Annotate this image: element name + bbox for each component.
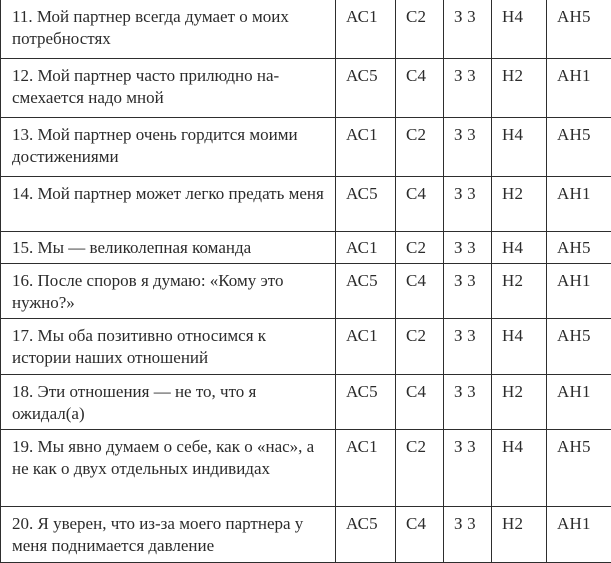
option-neutral: З 3 xyxy=(444,59,492,118)
option-absolutely-disagree: АН1 xyxy=(547,375,611,430)
option-neutral: З 3 xyxy=(444,507,492,563)
option-absolutely-agree: АС1 xyxy=(336,0,396,59)
option-agree: С4 xyxy=(396,375,444,430)
option-neutral: З 3 xyxy=(444,0,492,59)
statement-cell: 19. Мы явно думаем о себе, как о «нас», а не как о двух отдельных индивидах xyxy=(1,430,336,507)
option-absolutely-disagree: АН1 xyxy=(547,59,611,118)
option-agree: С4 xyxy=(396,264,444,319)
statement-cell: 12. Мой партнер часто прилюдно насмехается надо мной xyxy=(1,59,336,118)
option-disagree: Н2 xyxy=(492,177,547,232)
table-row xyxy=(1,507,611,563)
statement-cell: 20. Я уверен, что из-за моего партнера у меня поднимается давление xyxy=(1,507,336,563)
option-absolutely-disagree: АН5 xyxy=(547,232,611,264)
option-disagree: Н4 xyxy=(492,430,547,507)
option-absolutely-agree: АС5 xyxy=(336,59,396,118)
statement-cell: 11. Мой партнер всегда думает о моих потребностях xyxy=(1,0,336,59)
option-agree: С4 xyxy=(396,177,444,232)
option-neutral: З 3 xyxy=(444,118,492,177)
table-row xyxy=(1,319,611,375)
option-agree: С4 xyxy=(396,507,444,563)
option-absolutely-disagree: АН5 xyxy=(547,319,611,375)
option-absolutely-disagree: АН5 xyxy=(547,0,611,59)
option-agree: С2 xyxy=(396,0,444,59)
table-row xyxy=(1,375,611,430)
option-neutral: З 3 xyxy=(444,375,492,430)
option-absolutely-disagree: АН1 xyxy=(547,177,611,232)
option-disagree: Н2 xyxy=(492,59,547,118)
statement-cell: 18. Эти отношения — не то, что я ожидал(а) xyxy=(1,375,336,430)
option-disagree: Н2 xyxy=(492,507,547,563)
option-agree: С2 xyxy=(396,118,444,177)
option-neutral: З 3 xyxy=(444,430,492,507)
option-absolutely-agree: АС5 xyxy=(336,177,396,232)
statement-cell: 13. Мой партнер очень гордится моими достижениями xyxy=(1,118,336,177)
table-row xyxy=(1,232,611,264)
option-absolutely-agree: АС5 xyxy=(336,375,396,430)
table-row xyxy=(1,264,611,319)
option-absolutely-agree: АС5 xyxy=(336,507,396,563)
option-absolutely-agree: АС1 xyxy=(336,319,396,375)
option-disagree: Н2 xyxy=(492,375,547,430)
table-row xyxy=(1,177,611,232)
option-agree: С2 xyxy=(396,232,444,264)
option-absolutely-agree: АС1 xyxy=(336,118,396,177)
statement-cell: 14. Мой партнер может легко предать меня xyxy=(1,177,336,232)
option-absolutely-agree: АС1 xyxy=(336,430,396,507)
table-row xyxy=(1,0,611,59)
option-neutral: З 3 xyxy=(444,319,492,375)
option-absolutely-disagree: АН5 xyxy=(547,430,611,507)
option-agree: С2 xyxy=(396,430,444,507)
statement-cell: 15. Мы — великолепная команда xyxy=(1,232,336,264)
option-disagree: Н4 xyxy=(492,0,547,59)
option-agree: С2 xyxy=(396,319,444,375)
option-disagree: Н2 xyxy=(492,264,547,319)
statement-cell: 16. После споров я думаю: «Кому это нужно?» xyxy=(1,264,336,319)
statement-cell: 17. Мы оба позитивно относимся к истории наших отношений xyxy=(1,319,336,375)
option-agree: С4 xyxy=(396,59,444,118)
table-row xyxy=(1,118,611,177)
option-absolutely-disagree: АН1 xyxy=(547,507,611,563)
option-disagree: Н4 xyxy=(492,118,547,177)
option-absolutely-disagree: АН5 xyxy=(547,118,611,177)
option-absolutely-agree: АС1 xyxy=(336,232,396,264)
option-neutral: З 3 xyxy=(444,232,492,264)
table-row xyxy=(1,430,611,507)
option-neutral: З 3 xyxy=(444,264,492,319)
option-neutral: З 3 xyxy=(444,177,492,232)
option-disagree: Н4 xyxy=(492,232,547,264)
option-absolutely-disagree: АН1 xyxy=(547,264,611,319)
table-row xyxy=(1,59,611,118)
option-disagree: Н4 xyxy=(492,319,547,375)
option-absolutely-agree: АС5 xyxy=(336,264,396,319)
